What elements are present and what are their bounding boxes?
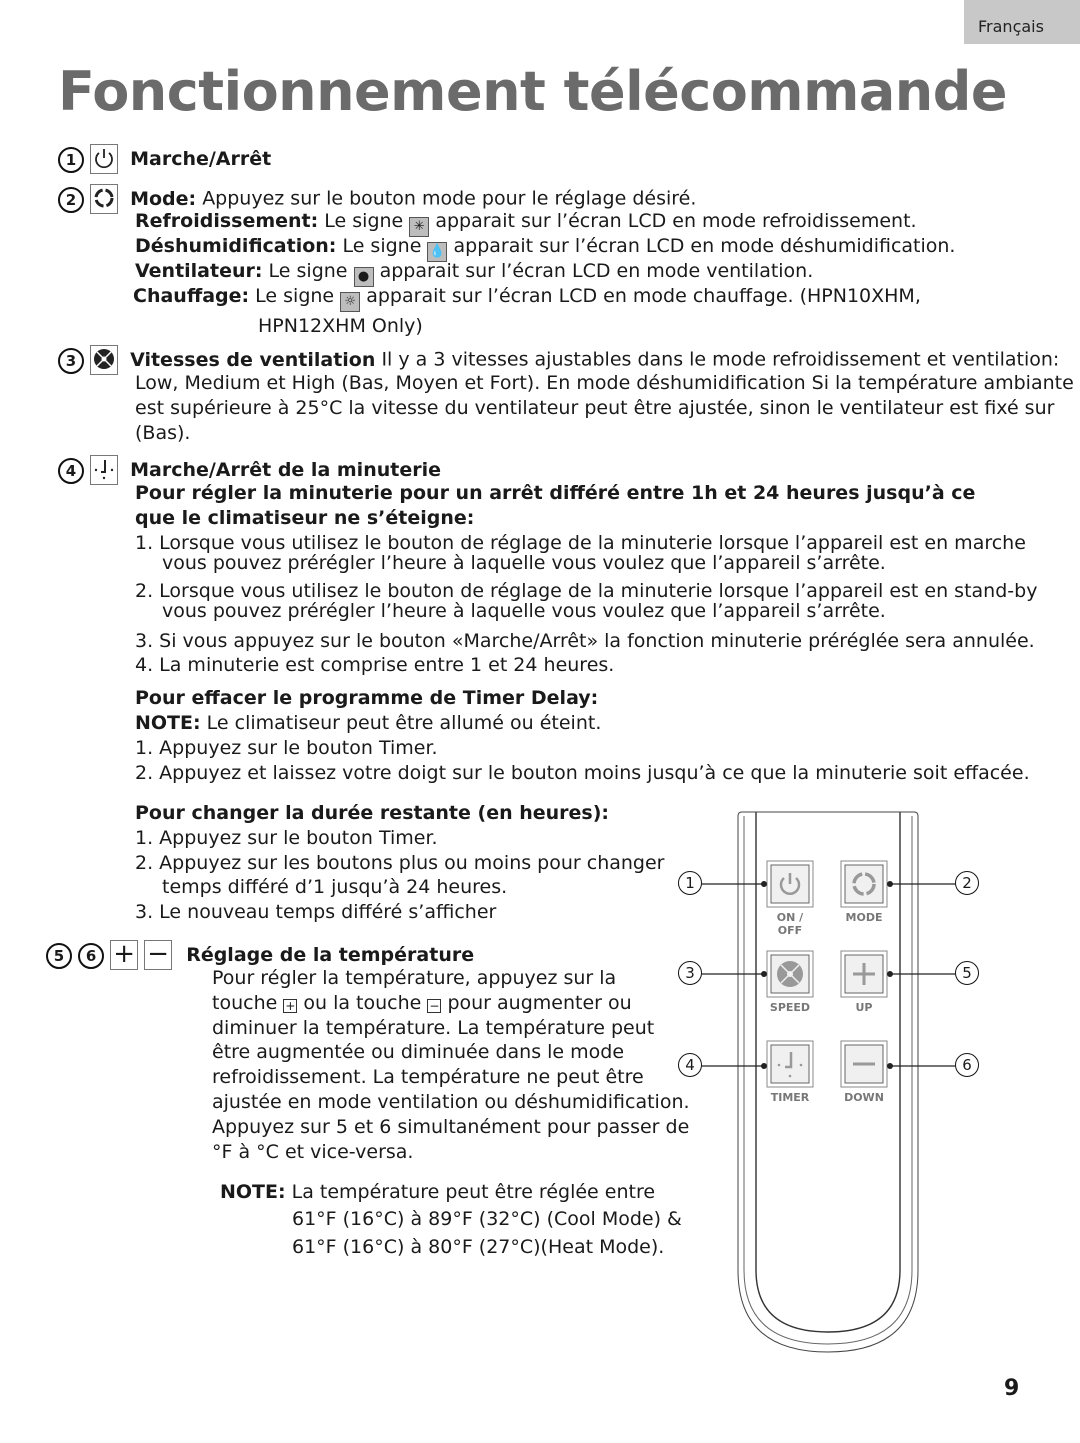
minus-icon: − bbox=[144, 940, 172, 970]
button-label: ON / OFF bbox=[776, 911, 804, 937]
change-step-1: 1. Appuyez sur le bouton Timer. bbox=[135, 827, 438, 849]
callout-3: 3 bbox=[678, 961, 702, 985]
cool-label: Refroidissement: bbox=[135, 210, 319, 232]
change-step-3: 3. Le nouveau temps différé s’afficher bbox=[135, 901, 497, 923]
cool-line bbox=[135, 209, 917, 237]
fan-label: Ventilateur: bbox=[135, 260, 263, 282]
clear-step-2: 2. Appuyez et laissez votre doigt sur le bouton moins jusqu’à ce que la minuterie soit effacée. bbox=[135, 762, 1030, 784]
dehum-line bbox=[135, 234, 955, 262]
clear-heading: Pour effacer le programme de Timer Delay: bbox=[135, 687, 599, 709]
section-heading: Réglage de la température bbox=[186, 943, 475, 966]
heat-label: Chauffage: bbox=[133, 285, 250, 307]
timer-step-4: 4. La minuterie est comprise entre 1 et 24 heures. bbox=[135, 654, 615, 676]
page-title: Fonctionnement télécommande bbox=[58, 60, 1008, 123]
note-text: Le climatiseur peut être allumé ou éteint. bbox=[206, 712, 602, 734]
callout-number: 1 bbox=[58, 147, 84, 173]
section-heading: Marche/Arrêt bbox=[130, 147, 272, 170]
cool-pre: Le signe bbox=[324, 210, 404, 232]
touche-text: touche bbox=[212, 992, 278, 1014]
callout-number: 5 bbox=[46, 943, 72, 969]
note-label: NOTE: bbox=[220, 1181, 286, 1203]
power-icon bbox=[90, 144, 118, 174]
fan-icon bbox=[90, 345, 118, 375]
change-heading: Pour changer la durée restante (en heures): bbox=[135, 802, 610, 824]
heat-pre: Le signe bbox=[255, 285, 335, 307]
timer-clock-icon bbox=[90, 455, 118, 485]
temp-line-8: °F à °C et vice-versa. bbox=[212, 1141, 414, 1163]
section-power bbox=[58, 144, 271, 174]
temp-line-3: diminuer la température. La température peut bbox=[212, 1017, 655, 1039]
clear-step-1: 1. Appuyez sur le bouton Timer. bbox=[135, 737, 438, 759]
temp-line-5: refroidissement. La température ne peut être bbox=[212, 1066, 644, 1088]
minus-icon: − bbox=[429, 999, 440, 1013]
callout-4: 4 bbox=[678, 1053, 702, 1077]
callout-number: 3 bbox=[58, 348, 84, 374]
remote-illustration bbox=[660, 800, 1020, 1360]
heat-post: apparait sur l’écran LCD en mode chauffage. (HPN10XHM, bbox=[366, 285, 921, 307]
callout-2: 2 bbox=[955, 871, 979, 895]
heat-line-cont: HPN12XHM Only) bbox=[258, 315, 423, 337]
page-number: 9 bbox=[1004, 1376, 1020, 1401]
callout-1: 1 bbox=[678, 871, 702, 895]
note-label: NOTE: bbox=[135, 712, 201, 734]
button-label: SPEED bbox=[769, 1001, 811, 1014]
ou-text: ou la touche bbox=[303, 992, 422, 1014]
temp-line-4: être augmentée ou diminuée dans le mode bbox=[212, 1041, 625, 1063]
speed-line-1: Il y a 3 vitesses ajustables dans le mode refroidissement et ventilation: bbox=[381, 348, 1060, 371]
droplet-icon: 💧 bbox=[427, 242, 447, 262]
timer-step-2-cont: vous pouvez prérégler l’heure à laquelle vous voulez que l’appareil s’arrête. bbox=[162, 600, 886, 622]
speed-line-4: (Bas). bbox=[135, 422, 191, 444]
note-line-2: 61°F (16°C) à 89°F (32°C) (Cool Mode) & bbox=[292, 1208, 682, 1230]
sun-icon: ☼ bbox=[340, 292, 360, 312]
section-heading: Marche/Arrêt de la minuterie bbox=[130, 458, 441, 481]
temp-line-1: Pour régler la température, appuyez sur la bbox=[212, 967, 617, 989]
callout-number: 4 bbox=[58, 458, 84, 484]
cool-post: apparait sur l’écran LCD en mode refroidissement. bbox=[435, 210, 917, 232]
fan-post: apparait sur l’écran LCD en mode ventilation. bbox=[379, 260, 814, 282]
temp-line-2 bbox=[212, 991, 632, 1016]
callout-number: 2 bbox=[58, 187, 84, 213]
plus-icon: + bbox=[285, 999, 296, 1013]
dehum-pre: Le signe bbox=[342, 235, 422, 257]
timer-step-3: 3. Si vous appuyez sur le bouton «Marche/Arrêt» la fonction minuterie préréglée sera annulée. bbox=[135, 630, 1035, 652]
temp-line-7: Appuyez sur 5 et 6 simultanément pour passer de bbox=[212, 1116, 690, 1138]
fan-icon: ● bbox=[354, 267, 374, 287]
heat-line bbox=[133, 284, 921, 312]
fan-pre: Le signe bbox=[268, 260, 348, 282]
mode-label: Mode: bbox=[130, 187, 197, 210]
temp-line-6: ajustée en mode ventilation ou déshumidification. bbox=[212, 1091, 690, 1113]
timer-step-1: 1. Lorsque vous utilisez le bouton de réglage de la minuterie lorsque l’appareil est en marche bbox=[135, 532, 1026, 554]
timer-subheading-2: que le climatiseur ne s’éteigne: bbox=[135, 507, 475, 529]
dehum-post: apparait sur l’écran LCD en mode déshumidification. bbox=[453, 235, 956, 257]
button-label: UP bbox=[855, 1001, 873, 1014]
speed-line-2: Low, Medium et High (Bas, Moyen et Fort). En mode déshumidification Si la température ambiante bbox=[135, 372, 1074, 394]
change-step-2-cont: temps différé d’1 jusqu’à 24 heures. bbox=[162, 876, 508, 898]
mode-text: Appuyez sur le bouton mode pour le réglage désiré. bbox=[202, 187, 697, 210]
temp-note bbox=[220, 1180, 655, 1205]
mode-cycle-icon bbox=[90, 184, 118, 214]
change-step-2: 2. Appuyez sur les boutons plus ou moins pour changer bbox=[135, 852, 665, 874]
note-line-1: La température peut être réglée entre bbox=[291, 1181, 656, 1203]
section-heading: Vitesses de ventilation bbox=[130, 348, 376, 371]
button-label: TIMER bbox=[770, 1091, 810, 1104]
callout-5: 5 bbox=[955, 961, 979, 985]
fan-line bbox=[135, 259, 813, 287]
callout-6: 6 bbox=[955, 1053, 979, 1077]
speed-line-3: est supérieure à 25°C la vitesse du ventilateur peut être ajustée, sinon le ventilateur est fixé sur bbox=[135, 397, 1055, 419]
timer-subheading-1: Pour régler la minuterie pour un arrêt différé entre 1h et 24 heures jusqu’à ce bbox=[135, 482, 976, 504]
clear-note bbox=[135, 711, 601, 736]
snowflake-icon: ✳ bbox=[409, 217, 429, 237]
dehum-label: Déshumidification: bbox=[135, 235, 337, 257]
button-label: MODE bbox=[845, 911, 883, 924]
note-line-3: 61°F (16°C) à 80°F (27°C)(Heat Mode). bbox=[292, 1236, 665, 1258]
callout-number: 6 bbox=[78, 943, 104, 969]
button-label: DOWN bbox=[844, 1091, 884, 1104]
plus-icon: + bbox=[110, 940, 138, 970]
timer-step-2: 2. Lorsque vous utilisez le bouton de réglage de la minuterie lorsque l’appareil est en stand-by bbox=[135, 580, 1038, 602]
augmenter-text: pour augmenter ou bbox=[447, 992, 632, 1014]
language-tab: Français bbox=[964, 0, 1080, 44]
timer-step-1-cont: vous pouvez prérégler l’heure à laquelle vous voulez que l’appareil s’arrête. bbox=[162, 552, 886, 574]
